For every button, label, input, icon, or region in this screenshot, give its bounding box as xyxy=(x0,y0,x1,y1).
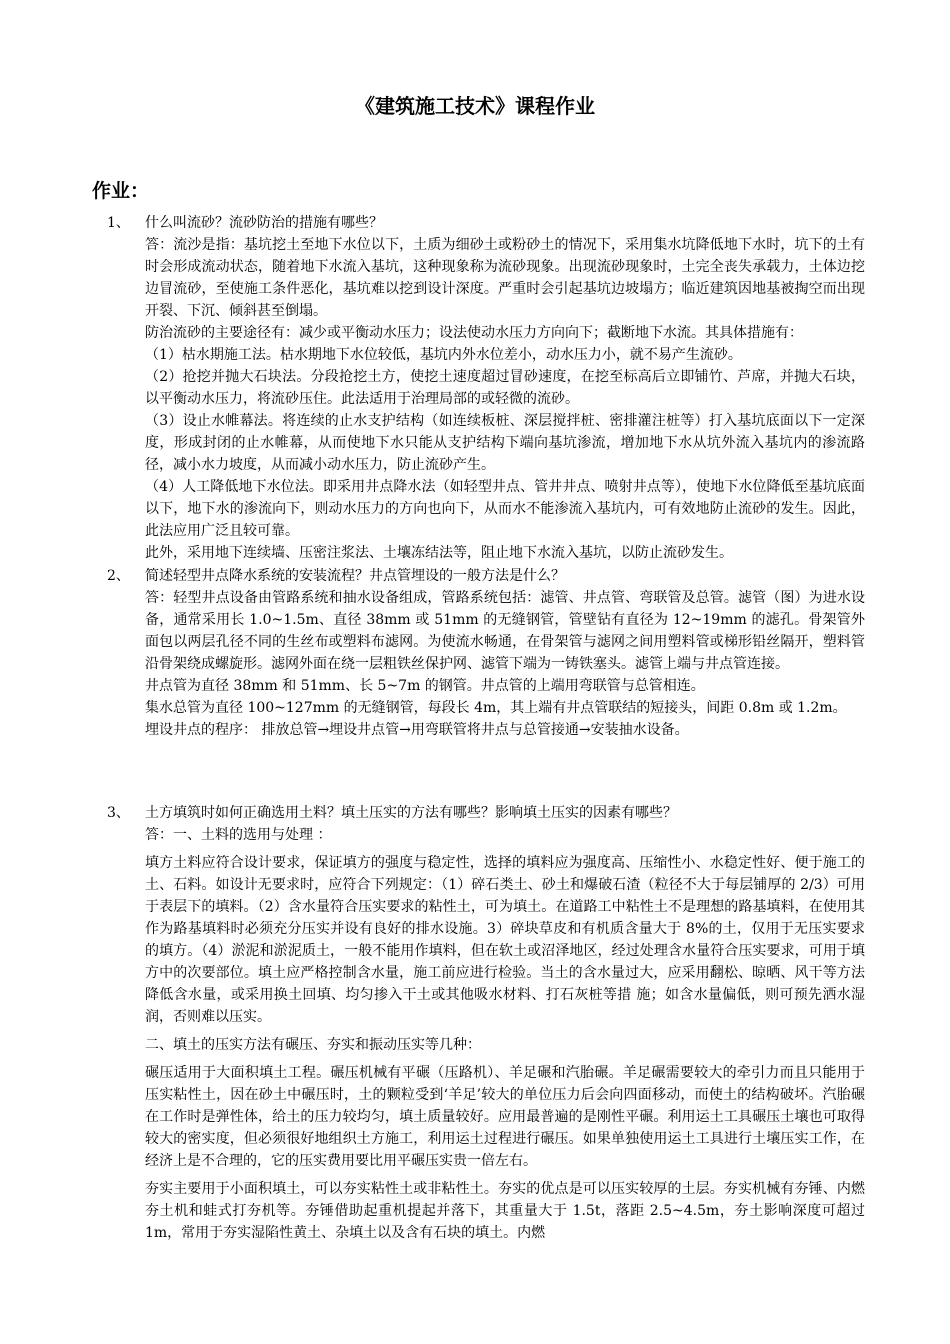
question-3-block xyxy=(145,802,865,1244)
section-heading: 作业： xyxy=(92,180,150,202)
answer-paragraph: （1）枯水期施工法。枯水期地下水位较低，基坑内外水位差小，动水压力小，就不易产生流砂。 xyxy=(145,347,742,363)
answer-paragraph: （3）设止水帷幕法。将连续的止水支护结构（如连续板桩、深层搅拌桩、密排灌注桩等）打入基坑底面以下一定深度，形成封闭的止水帷幕，从而使地下水只能从支护结构下端向基坑渗流，增加地下水从坑外流入基坑内的渗流路径，减小水力坡度，从而减小动水压力，防止流砂产生。 xyxy=(145,413,865,473)
question-2-block xyxy=(145,565,865,741)
answer-paragraph: 埋设井点的程序： 排放总管→埋设井点管→用弯联管将井点与总管接通→安装抽水设备。 xyxy=(145,722,689,738)
question-number: 1、 xyxy=(107,215,130,231)
answer-intro: 答：一、土料的选用与处理 ： xyxy=(145,827,332,843)
answer-paragraph: （2）抢挖并抛大石块法。分段抢挖土方，使挖土速度超过冒砂速度，在挖至标高后立即铺竹、芦席，并抛大石块，以平衡动水压力，将流砂压住。此法适用于治理局部的或轻微的流砂。 xyxy=(145,369,865,407)
answer-paragraph: 答：轻型井点设备由管路系统和抽水设备组成，管路系统包括：滤管、井点管、弯联管及总管。滤管（图）为进水设备，通常采用长 1.0~1.5m、直径 38mm 或 51mm 的无缝钢管，管壁钻有直径为 12~19mm 的滤孔。骨架管外面包以两层孔径不同的生丝布或塑料布滤网。为使流水畅通，在骨架管与滤网之间用塑料管或梯形铅丝隔开，塑料管沿骨架绕成螺旋形。滤网外面在绕一层粗铁丝保护网、滤管下端为一铸铁塞头。滤管上端与井点管连接。 xyxy=(145,590,865,672)
question-number: 2、 xyxy=(107,568,130,584)
answer-paragraph: 碾压适用于大面积填土工程。碾压机械有平碾（压路机）、羊足碾和汽胎碾。羊足碾需要较大的牵引力而且只能用于压实粘性土，因在砂土中碾压时，土的颗粒受到‘羊足’较大的单位压力后会向四面移动，而使土的结构破坏。汽胎碾在工作时是弹性体，给土的压力较均匀，填土质量较好。应用最普遍的是刚性平碾。利用运土工具碾压土壤也可取得较大的密实度，但必须很好地组织土方施工，利用运土过程进行碾压。如果单独使用运土工具进行土壤压实工作，在经济上是不合理的，它的压实费用要比用平碾压实贵一倍左右。 xyxy=(145,1065,865,1169)
answer-paragraph: 防治流砂的主要途径有：减少或平衡动水压力；设法使动水压力方向向下；截断地下水流。其具体措施有： xyxy=(145,325,803,341)
answer-paragraph: 填方土料应符合设计要求，保证填方的强度与稳定性，选择的填料应为强度高、压缩性小、水稳定性好、便于施工的土、石料。如设计无要求时，应符合下列规定：（1）碎石类土、砂土和爆破石渣（粒径不大于每层铺厚的 2/3）可用于表层下的填料。（2）含水量符合压实要求的粘性土，可为填土。在道路工中粘性土不是理想的路基填料，在使用其作为路基填料时必须充分压实并设有良好的排水设施。3）碎块草皮和有机质含量大于 8%的土，仅用于无压实要求的填方。（4）淤泥和淤泥质土，一般不能用作填料，但在软土或沼泽地区，经过处理含水量符合压实要求，可用于填方中的次要部位。填土应严格控制含水量，施工前应进行检验。当土的含水量过大，应采用翻松、晾晒、风干等方法降低含水量，或采用换土回填、均匀掺入干土或其他吸水材料、打石灰桩等措 施；如含水量偏低，则可预先洒水湿润，否则难以压实。 xyxy=(145,855,865,1025)
answer-paragraph: （4）人工降低地下水位法。即采用井点降水法（如轻型井点、管井井点、喷射井点等），使地下水位降低至基坑底面以下，地下水的渗流向下，则动水压力的方向也向下，从而水不能渗流入基坑内，可有效地防止流砂的发生。因此，此法应用广泛且较可靠。 xyxy=(145,479,865,539)
question-1-block xyxy=(145,212,865,564)
answer-paragraph: 集水总管为直径 100~127mm 的无缝钢管，每段长 4m，其上端有井点管联结的短接头，间距 0.8m 或 1.2m。 xyxy=(145,700,847,716)
answer-paragraph: 夯实主要用于小面积填土，可以夯实粘性土或非粘性土。夯实的优点是可以压实较厚的土层。夯实机械有夯锤、内燃夯土机和蛙式打夯机等。夯锤借助起重机提起并落下，其重量大于 1.5t，落距 2.5~4.5m，夯土影响深度可超过 1m，常用于夯实湿陷性黄土、杂填土以及含有石块的填土。内燃 xyxy=(145,1181,865,1241)
answer-paragraph: 此外，采用地下连续墙、压密注浆法、土壤冻结法等，阻止地下水流入基坑，以防止流砂发生。 xyxy=(145,545,733,561)
question-text: 土方填筑时如何正确选用土料？填土压实的方法有哪些？影响填土压实的因素有哪些？ xyxy=(145,805,677,821)
answer-paragraph: 井点管为直径 38mm 和 51mm、长 5~7m 的钢管。井点管的上端用弯联管与总管相连。 xyxy=(145,678,705,694)
answer-paragraph: 答：流沙是指：基坑挖土至地下水位以下，土质为细砂土或粉砂土的情况下，采用集水坑降低地下水时，坑下的土有时会形成流动状态，随着地下水流入基坑，这种现象称为流砂现象。出现流砂现象时，土完全丧失承载力，土体边挖边冒流砂，至使施工条件恶化，基坑难以挖到设计深度。严重时会引起基坑边坡塌方；临近建筑因地基被掏空而出现开裂、下沉、倾斜甚至倒塌。 xyxy=(145,237,865,319)
question-number: 3、 xyxy=(107,805,130,821)
question-text: 简述轻型井点降水系统的安装流程？井点管埋设的一般方法是什么？ xyxy=(145,568,565,584)
question-text: 什么叫流砂？流砂防治的措施有哪些？ xyxy=(145,215,383,231)
document-title: 《建筑施工技术》课程作业 xyxy=(355,94,595,118)
answer-paragraph: 二、填土的压实方法有碾压、夯实和振动压实等几种： xyxy=(145,1037,481,1053)
